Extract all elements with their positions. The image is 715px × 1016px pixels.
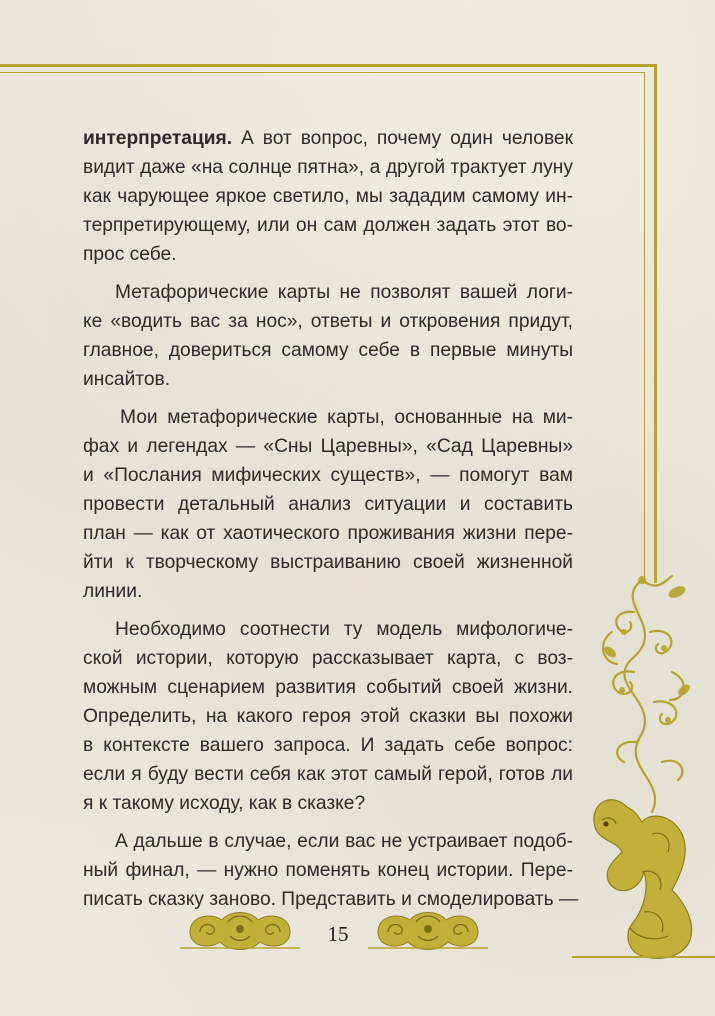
paragraph xyxy=(83,124,573,269)
paragraph xyxy=(83,615,573,818)
text-line: как чарующее яркое светило, мы зададим самому ин- xyxy=(83,186,573,207)
text-line: прос себе. xyxy=(83,244,177,265)
text-line: А дальше в случае, если вас не устраивает подоб- xyxy=(115,831,573,852)
text-line: главное, довериться самому себе в первые минуты xyxy=(83,340,573,361)
text-line: провести детальный анализ ситуации и составить xyxy=(83,494,573,515)
text-line: если я буду вести себя как этот самый герой, готов ли xyxy=(83,764,573,785)
text-line: видит даже «на солнце пятна», а другой трактует луну xyxy=(83,157,573,178)
paragraph xyxy=(83,403,573,606)
page-number: 15 xyxy=(327,922,349,946)
text-line: можным сценарием развития событий своей жизни. xyxy=(83,677,573,698)
text-segment: А вот вопрос, почему один человек xyxy=(232,128,573,149)
bold-term: интерпретация. xyxy=(83,128,233,149)
paragraph xyxy=(83,827,579,914)
text-line: я к такому исходу, как в сказке? xyxy=(83,793,366,814)
griffin-ornament-icon xyxy=(572,572,715,972)
text-line: ный финал, — нужно поменять конец истории. Пере- xyxy=(83,860,573,881)
paragraph xyxy=(83,278,573,394)
text-line: Необходимо соотнести ту модель мифологиче- xyxy=(115,619,573,640)
text-line: Мои метафорические карты, основанные на ми- xyxy=(120,407,573,428)
text-line: Метафорические карты не позволят вашей логи- xyxy=(115,282,573,303)
text-line: план — как от хаотического проживания жизни пере- xyxy=(83,523,573,544)
text-line: в контексте вашего запроса. И задать себе вопрос: xyxy=(83,735,573,756)
body-text xyxy=(83,124,579,923)
text-line: Определить, на какого героя этой сказки вы похожи xyxy=(83,706,573,727)
text-line: и «Послания мифических существ», — помогут вам xyxy=(83,465,573,486)
text-line: писать сказку заново. Представить и смоделировать — xyxy=(83,889,579,910)
text-line: инсайтов. xyxy=(83,369,171,390)
text-line: фах и легендах — «Сны Царевны», «Сад Царевны» xyxy=(83,436,573,457)
text-line: ке «водить вас за нос», ответы и откровения придут, xyxy=(83,311,573,332)
text-line: терпретирующему, или он сам должен задать этот во- xyxy=(83,215,573,236)
text-line xyxy=(83,124,573,153)
text-line: йти к творческому выстраиванию своей жизненной xyxy=(83,552,573,573)
text-line: линии. xyxy=(83,581,143,602)
text-line: ской истории, которую рассказывает карта, с воз- xyxy=(83,648,573,669)
